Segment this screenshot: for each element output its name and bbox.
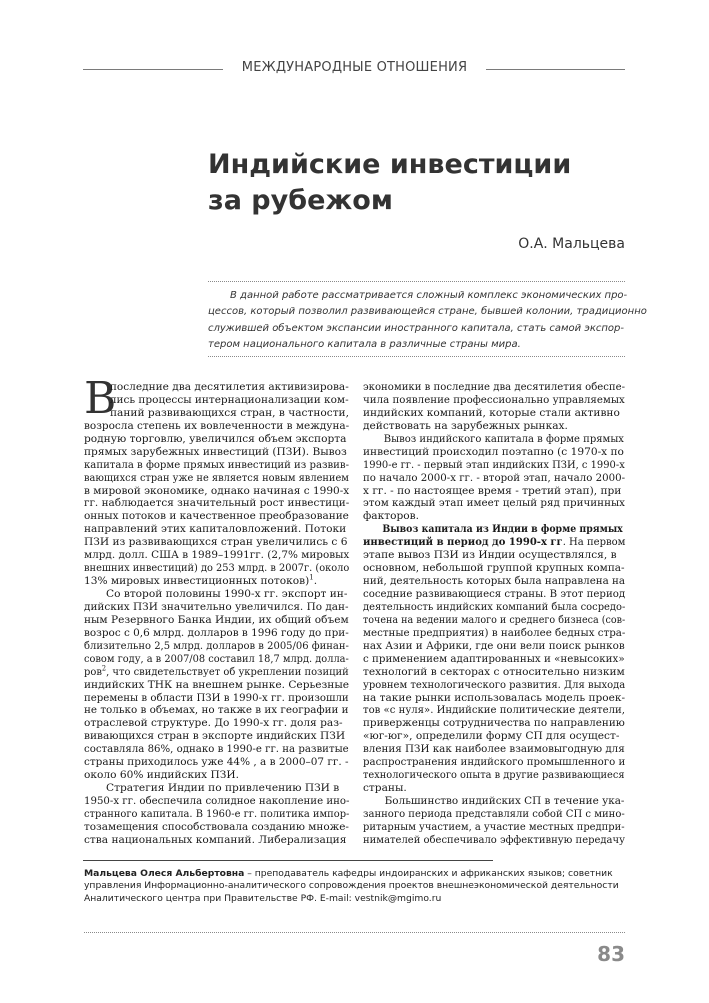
text-line	[363, 600, 626, 614]
text-run: гг. наблюдается значительный рост инвестици-	[84, 497, 350, 510]
abstract-line: служившей объектом экспансии иностранного капитала, стать самой экспор-	[208, 322, 624, 334]
body-column-right	[363, 381, 625, 847]
text-line	[84, 704, 349, 717]
article-title	[208, 147, 628, 219]
text-run: . На первом	[562, 536, 626, 549]
text-run: этом каждый этап имеет целый ряд причинных	[363, 497, 625, 510]
text-run: последние два десятилетия активизирова-	[109, 381, 349, 393]
footnote-rule	[83, 860, 493, 861]
text-line	[84, 600, 349, 614]
text-run: ства национальных компаний. Либерализация	[84, 833, 347, 846]
text-line	[84, 419, 350, 433]
text-run: лись процессы интернационализации ком-	[109, 393, 349, 406]
text-line	[84, 756, 349, 769]
text-run: возросла степень их вовлеченности в междуна-	[84, 419, 350, 432]
text-line	[84, 407, 349, 420]
text-line	[84, 484, 350, 498]
text-run: х гг. - по настоящее время - третий этап), при	[363, 484, 622, 497]
abstract-divider-bottom	[208, 356, 625, 357]
text-line	[363, 497, 625, 510]
text-run: этапе вывоз ПЗИ из Индии осуществлялся, в	[363, 549, 617, 562]
text-run: онных потоков и качественное преобразование	[84, 510, 349, 523]
text-line	[84, 679, 349, 692]
text-line	[363, 692, 624, 705]
text-line	[363, 420, 625, 433]
text-run: ров	[84, 665, 102, 678]
section-label: МЕЖДУНАРОДНЫЕ ОТНОШЕНИЯ	[241, 60, 468, 75]
text-run: 1990-е гг. - первый этап индийских ПЗИ, с 1990-х	[363, 458, 625, 471]
header-rule-left	[83, 69, 223, 70]
text-run: технологий в секторах с относительно низким	[363, 665, 625, 678]
text-line	[363, 613, 626, 627]
text-line	[84, 769, 349, 782]
text-run: 13% мировых инвестиционных потоков)	[84, 575, 310, 588]
text-line	[363, 536, 626, 549]
text-line	[363, 549, 625, 562]
text-run: по начало 2000-х гг. - второй этап, начало 2000-	[363, 471, 626, 484]
text-run: основном, небольшой группой крупных компа-	[363, 562, 625, 575]
text-run: вающихся стран уже не является новым явлением	[84, 471, 349, 484]
text-run: составляла 86%, однако в 1990-е гг. на развитые	[84, 743, 349, 756]
text-run: родную торговлю, увеличился объем экспорта	[84, 432, 347, 445]
text-run: «юг-юг», определили форму СП для осущест-	[363, 730, 620, 743]
text-run: чила появление профессионально управляемых	[363, 393, 625, 406]
text-line	[84, 433, 349, 446]
text-line	[363, 407, 625, 420]
bold-run: Вывоз капитала из Индии в форме прямых	[382, 523, 623, 536]
text-line	[84, 730, 349, 743]
text-run: с применением адаптированных и «невысоких»	[363, 652, 625, 665]
text-run: Большинство индийских СП в течение ука-	[384, 795, 625, 807]
text-line	[84, 394, 347, 407]
text-line	[84, 743, 349, 756]
footnote-marker: 1	[309, 573, 314, 582]
text-line	[84, 381, 348, 394]
text-run: Со второй половины 1990-х гг. экспорт ин-	[106, 588, 348, 600]
text-run: .	[313, 575, 318, 588]
text-line	[84, 652, 349, 666]
text-run: факторов.	[363, 510, 419, 523]
text-line	[84, 807, 350, 821]
abstract-line: тером национального капитала в различные страны мира.	[208, 339, 521, 351]
text-line	[363, 756, 626, 769]
footnote-text: Аналитического центра при Правительстве РФ. E-mail: vestnik@mgimo.ru	[84, 892, 442, 904]
footer-divider	[84, 932, 625, 933]
text-run: не только в объемах, но также в их географии и	[84, 704, 349, 717]
text-line	[84, 497, 350, 510]
footnote-text: управления Информационно-аналитического сопровождения проектов внешнеэкономической деятельности	[84, 880, 619, 892]
text-line	[84, 536, 349, 549]
text-line	[363, 795, 625, 808]
text-line	[363, 575, 626, 588]
abstract-divider-top	[208, 281, 625, 282]
text-run: соседние развивающиеся страны. В этот период	[363, 588, 626, 600]
abstract-line: цессов, который позволил развивающейся стране, бывшей колонии, традиционно	[208, 306, 647, 318]
text-run: местные предприятия) в наиболее бедных стра-	[363, 626, 626, 639]
text-line	[363, 820, 625, 834]
text-run: экономики в последние два десятилетия обеспе-	[363, 381, 626, 393]
text-run: прямых зарубежных инвестиций (ПЗИ). Вывоз	[84, 445, 347, 458]
text-line	[363, 666, 625, 679]
title-line: за рубежом	[208, 185, 393, 216]
text-line	[84, 795, 350, 808]
text-line	[363, 730, 625, 743]
text-run: капитала в форме прямых инвестиций из развив-	[84, 458, 350, 471]
text-run: на такие рынки использовалась модель проек-	[363, 691, 626, 704]
text-run: нимателей обеспечивало эффективную передачу	[363, 833, 625, 846]
text-run: совом году, а в 2007/08 составил 18,7 млрд. долла-	[84, 652, 349, 665]
text-line	[363, 782, 625, 795]
text-line	[363, 626, 626, 640]
author-name: Мальцева Олеся Альбертовна	[84, 868, 245, 879]
text-run: странного капитала. В 1960-е гг. политика импор-	[84, 807, 350, 820]
text-line	[363, 588, 626, 601]
header-rule-right	[486, 69, 625, 70]
footnote-text: – преподаватель кафедры индоиранских и африканских языков; советник	[244, 868, 613, 879]
text-run: дийских ПЗИ значительно увеличился. По дан-	[84, 600, 349, 613]
text-line	[363, 717, 625, 730]
text-line	[363, 523, 623, 536]
text-run: уровнем технологического развития. Для выхода	[363, 678, 626, 691]
text-run: в мировой экономике, однако начиная с 1990-х	[84, 484, 350, 497]
text-line	[363, 807, 625, 821]
text-line	[363, 678, 626, 692]
text-line	[363, 743, 625, 756]
text-run: отраслевой структуре. До 1990-х гг. доля раз-	[84, 717, 343, 730]
drop-cap: В	[84, 373, 117, 424]
text-run: 1950-х гг. обеспечила солидное накопление ино-	[84, 795, 350, 807]
text-line	[363, 485, 625, 498]
bold-run: инвестиций в период до 1990-х гг	[363, 536, 563, 549]
text-line	[363, 432, 624, 446]
text-line	[84, 471, 349, 485]
text-line	[84, 458, 350, 472]
text-line	[363, 446, 625, 459]
text-line	[84, 691, 349, 705]
text-run: ПЗИ из развивающихся стран увеличились с 6	[84, 536, 348, 549]
text-run: страны.	[363, 782, 407, 795]
text-line	[363, 458, 625, 472]
text-line	[84, 782, 349, 795]
text-run: внешних инвестиций) до 253 млрд. в 2007г. (около	[84, 562, 350, 575]
text-line	[363, 562, 625, 575]
text-line	[363, 704, 625, 717]
text-run: точена на ведении малого и среднего бизнеса (сов-	[363, 613, 626, 626]
text-run: ний, деятельность которых была направлена на	[363, 575, 626, 588]
text-run: млрд. долл. США в 1989–1991гг. (2,7% мировых	[84, 549, 350, 562]
body-column-left	[84, 381, 349, 847]
footnote-line	[84, 880, 629, 892]
text-line	[363, 510, 625, 523]
author-footnote	[84, 868, 629, 905]
text-line	[84, 588, 349, 601]
text-run: нах Азии и Африки, где они вели поиск рынков	[363, 639, 625, 652]
text-line	[84, 639, 349, 653]
text-line	[84, 626, 349, 640]
page-number: 83	[597, 942, 625, 966]
text-run: индийских компаний, которые стали активно	[363, 406, 620, 419]
text-run: страны приходилось уже 44% , а в 2000–07 гг. -	[84, 756, 349, 769]
footnote-line	[84, 868, 629, 880]
abstract-line: В данной работе рассматривается сложный комплекс экономических про-	[230, 290, 628, 301]
text-run: тозамещения способствовала созданию множе-	[84, 820, 349, 833]
text-run: близительно 2,5 млрд. долларов в 2005/06 финан-	[84, 639, 349, 652]
text-line	[363, 639, 625, 653]
text-run: направлений этих капиталовложений. Потоки	[84, 523, 347, 536]
text-run: , что свидетельствует об укреплении позиций	[106, 665, 349, 678]
text-line	[84, 834, 349, 847]
text-run: индийских ТНК на внешнем рынке. Серьезные	[84, 678, 350, 691]
text-line	[84, 562, 350, 575]
text-line	[363, 833, 625, 847]
text-run: около 60% индийских ПЗИ.	[84, 769, 239, 782]
text-run: возрос с 0,6 млрд. долларов в 1996 году до при-	[84, 626, 349, 639]
text-run: тов «с нуля». Индийские политические деятели,	[363, 704, 625, 717]
text-run: занного периода представляли собой СП с мино-	[363, 807, 625, 820]
text-line	[363, 393, 625, 407]
text-run: вления ПЗИ как наиболее взаимовыгодную для	[363, 743, 625, 756]
text-line	[84, 664, 349, 679]
text-line	[363, 471, 626, 485]
footnote-marker: 2	[101, 664, 107, 673]
footnote-line	[84, 893, 629, 905]
text-run: вивающихся стран в экспорте индийских ПЗИ	[84, 730, 346, 743]
text-run: ритарным участием, а участие местных предпри-	[363, 820, 625, 833]
text-line	[363, 652, 625, 666]
text-line	[363, 381, 626, 394]
text-run: приверженцы сотрудничества по направлению	[363, 717, 625, 730]
text-run: инвестиций происходил поэтапно (с 1970-х по	[363, 445, 624, 458]
abstract	[208, 288, 647, 354]
title-line: Индийские инвестиции	[208, 149, 572, 180]
text-run: Вывоз индийского капитала в форме прямых	[383, 432, 624, 445]
text-run: технологического опыта в другие развивающиеся	[363, 769, 625, 782]
text-run: ным Резервного Банка Индии, их общий объем	[84, 613, 349, 626]
text-line	[84, 575, 349, 588]
text-run: деятельность индийских компаний была сосредо-	[363, 600, 626, 613]
text-line	[84, 446, 349, 459]
text-run: перемены в области ПЗИ в 1990-х гг. произошли	[84, 691, 349, 704]
text-line	[84, 523, 349, 536]
text-line	[84, 820, 349, 834]
text-line	[84, 510, 349, 523]
text-run: Стратегия Индии по привлечению ПЗИ в	[106, 782, 340, 795]
text-run: действовать на зарубежных рынках.	[363, 419, 568, 432]
text-run: паний развивающихся стран, в частности,	[110, 406, 349, 419]
text-run: распространения индийского промышленного и	[363, 756, 626, 769]
article-author: О.А. Мальцева	[518, 236, 625, 252]
text-line	[84, 717, 349, 730]
text-line	[84, 549, 350, 562]
text-line	[363, 769, 625, 782]
text-line	[84, 614, 348, 627]
